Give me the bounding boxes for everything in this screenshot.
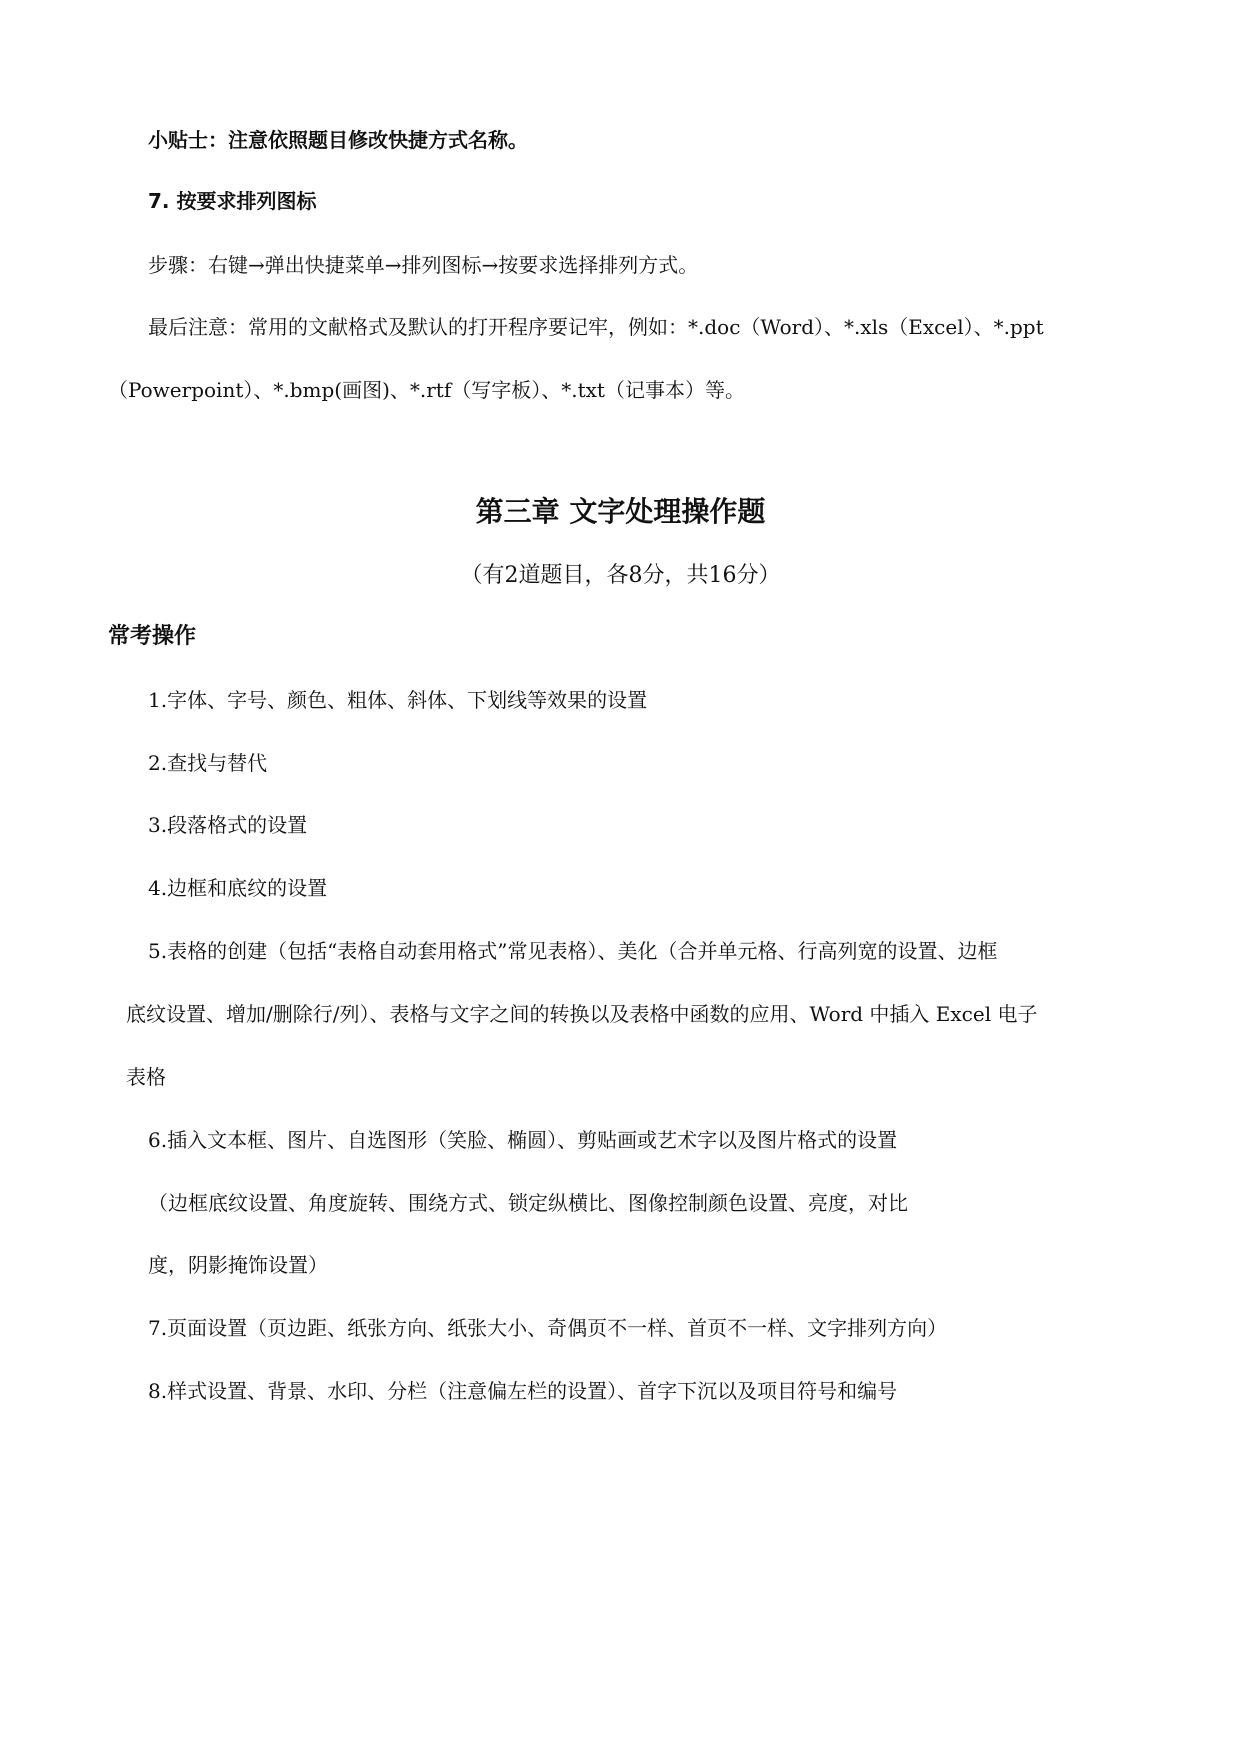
- item7-heading: 7. 按要求排列图标: [148, 189, 317, 213]
- common-ops-item: 1.字体、字号、颜色、粗体、斜体、下划线等效果的设置: [148, 688, 648, 712]
- common-ops-item: 8.样式设置、背景、水印、分栏（注意偏左栏的设置）、首字下沉以及项目符号和编号: [148, 1379, 898, 1403]
- common-ops-heading: 常考操作: [108, 624, 197, 649]
- common-ops-item-continued: 表格: [126, 1065, 166, 1089]
- tip-text: 小贴士：注意依照题目修改快捷方式名称。: [148, 128, 528, 152]
- common-ops-item-continued: 度，阴影掩饰设置）: [148, 1253, 328, 1277]
- chapter-title: 第三章 文字处理操作题: [475, 495, 766, 528]
- common-ops-item-continued: （边框底纹设置、角度旋转、围绕方式、锁定纵横比、图像控制颜色设置、亮度，对比: [148, 1191, 908, 1215]
- common-ops-item: 6.插入文本框、图片、自选图形（笑脸、椭圆）、剪贴画或艺术字以及图片格式的设置: [148, 1128, 898, 1152]
- item7-steps: 步骤：右键→弹出快捷菜单→排列图标→按要求选择排列方式。: [148, 253, 699, 277]
- common-ops-item-continued: 底纹设置、增加/删除行/列）、表格与文字之间的转换以及表格中函数的应用、Word 中插入 Excel 电子: [126, 1002, 1038, 1026]
- common-ops-item: 7.页面设置（页边距、纸张方向、纸张大小、奇偶页不一样、首页不一样、文字排列方向）: [148, 1316, 948, 1340]
- common-ops-item: 2.查找与替代: [148, 751, 268, 775]
- common-ops-item: 3.段落格式的设置: [148, 813, 308, 837]
- chapter-subtitle: （有2道题目，各8分，共16分）: [460, 563, 781, 588]
- final-note-line-2: （Powerpoint）、*.bmp(画图)、*.rtf（写字板）、*.txt（记事本）等。: [108, 378, 745, 402]
- common-ops-item: 4.边框和底纹的设置: [148, 876, 328, 900]
- common-ops-item: 5.表格的创建（包括“表格自动套用格式”常见表格）、美化（合并单元格、行高列宽的设置、边框: [148, 939, 998, 963]
- final-note-line-1: 最后注意：常用的文献格式及默认的打开程序要记牢，例如：*.doc（Word）、*.xls（Excel）、*.ppt: [148, 315, 1044, 339]
